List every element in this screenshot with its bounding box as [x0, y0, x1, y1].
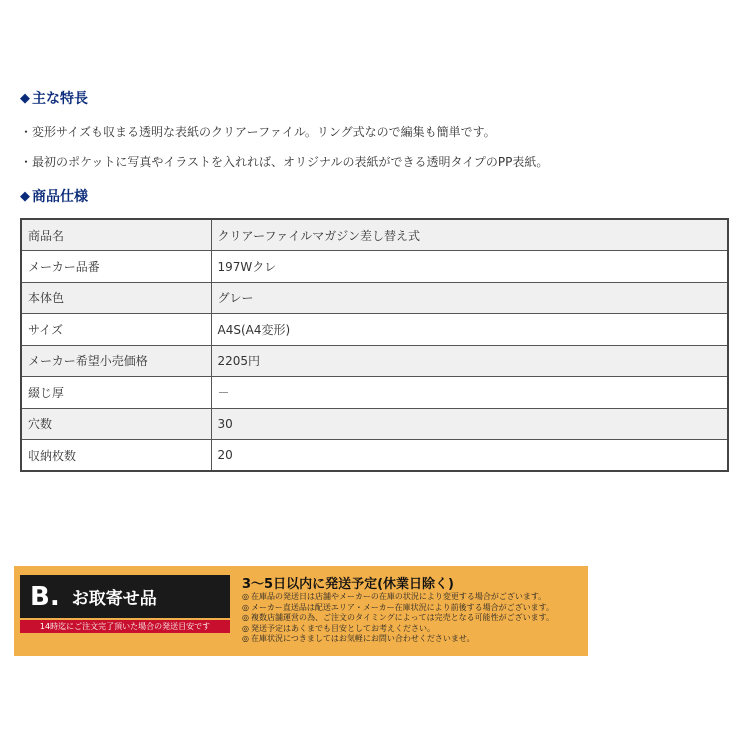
banner-note: ◎ 在庫状況につきましてはお気軽にお問い合わせくださいませ。 — [242, 634, 475, 643]
spec-key: サイズ — [21, 314, 211, 346]
diamond-icon: ◆ — [20, 188, 30, 204]
spec-value: 20 — [211, 440, 728, 472]
specs-heading-text: 商品仕様 — [32, 189, 88, 205]
banner-note: ◎ 在庫品の発送日は店舗やメーカーの在庫の状況により変更する場合がございます。 — [242, 592, 547, 601]
feature-bullet-2: ・最初のポケットに写真やイラストを入れれば、オリジナルの表紙ができる透明タイプのPP表紙。 — [20, 155, 549, 169]
spec-table — [20, 218, 729, 472]
spec-value: A4S(A4変形) — [211, 314, 728, 346]
bullet-circle-icon: ◎ — [242, 602, 249, 612]
banner-note: ◎ 複数店舗運営の為、ご注文のタイミングによっては完売となる可能性がございます。 — [242, 613, 555, 622]
table-row — [21, 408, 728, 440]
bullet-circle-icon: ◎ — [242, 634, 249, 643]
table-row — [21, 377, 728, 409]
spec-key: 穴数 — [21, 408, 211, 440]
features-heading-text: 主な特長 — [32, 91, 88, 107]
shipping-banner — [14, 566, 588, 656]
table-row — [21, 282, 728, 314]
bullet-circle-icon: ◎ — [242, 623, 249, 633]
spec-value: グレー — [211, 282, 728, 314]
table-row — [21, 314, 728, 346]
spec-key: メーカー希望小売価格 — [21, 345, 211, 377]
spec-key: メーカー品番 — [21, 251, 211, 283]
banner-notes — [242, 592, 554, 645]
banner-label: お取寄せ品 — [71, 589, 157, 609]
banner-label-box — [20, 575, 230, 618]
spec-value: 2205円 — [211, 345, 728, 377]
spec-key: 綴じ厚 — [21, 377, 211, 409]
feature-bullet-1: ・変形サイズも収まる透明な表紙のクリアーファイル。リング式なので編集も簡単です。 — [20, 125, 496, 139]
banner-note: ◎ メーカー直送品は配送エリア・メーカー在庫状況により前後する場合がございます。 — [242, 602, 555, 612]
table-row — [21, 251, 728, 283]
banner-note: ◎ 発送予定はあくまでも目安としてお考えください。 — [242, 623, 435, 633]
spec-value: 30 — [211, 408, 728, 440]
table-row — [21, 440, 728, 472]
table-row — [21, 219, 728, 251]
features-heading — [20, 88, 88, 108]
bullet-circle-icon: ◎ — [242, 592, 249, 601]
banner-title: 3～5日以内に発送予定(休業日除く) — [242, 577, 454, 592]
spec-key: 収納枚数 — [21, 440, 211, 472]
diamond-icon: ◆ — [20, 90, 30, 106]
spec-value: － — [211, 377, 728, 409]
spec-key: 商品名 — [21, 219, 211, 251]
spec-key: 本体色 — [21, 282, 211, 314]
banner-red-note: 14時迄にご注文完了頂いた場合の発送目安です — [20, 620, 230, 633]
spec-value: クリアーファイルマガジン差し替え式 — [211, 219, 728, 251]
specs-heading — [20, 186, 88, 206]
table-row — [21, 345, 728, 377]
spec-value: 197Wクレ — [211, 251, 728, 283]
bullet-circle-icon: ◎ — [242, 613, 249, 622]
banner-letter: B. — [30, 581, 60, 612]
